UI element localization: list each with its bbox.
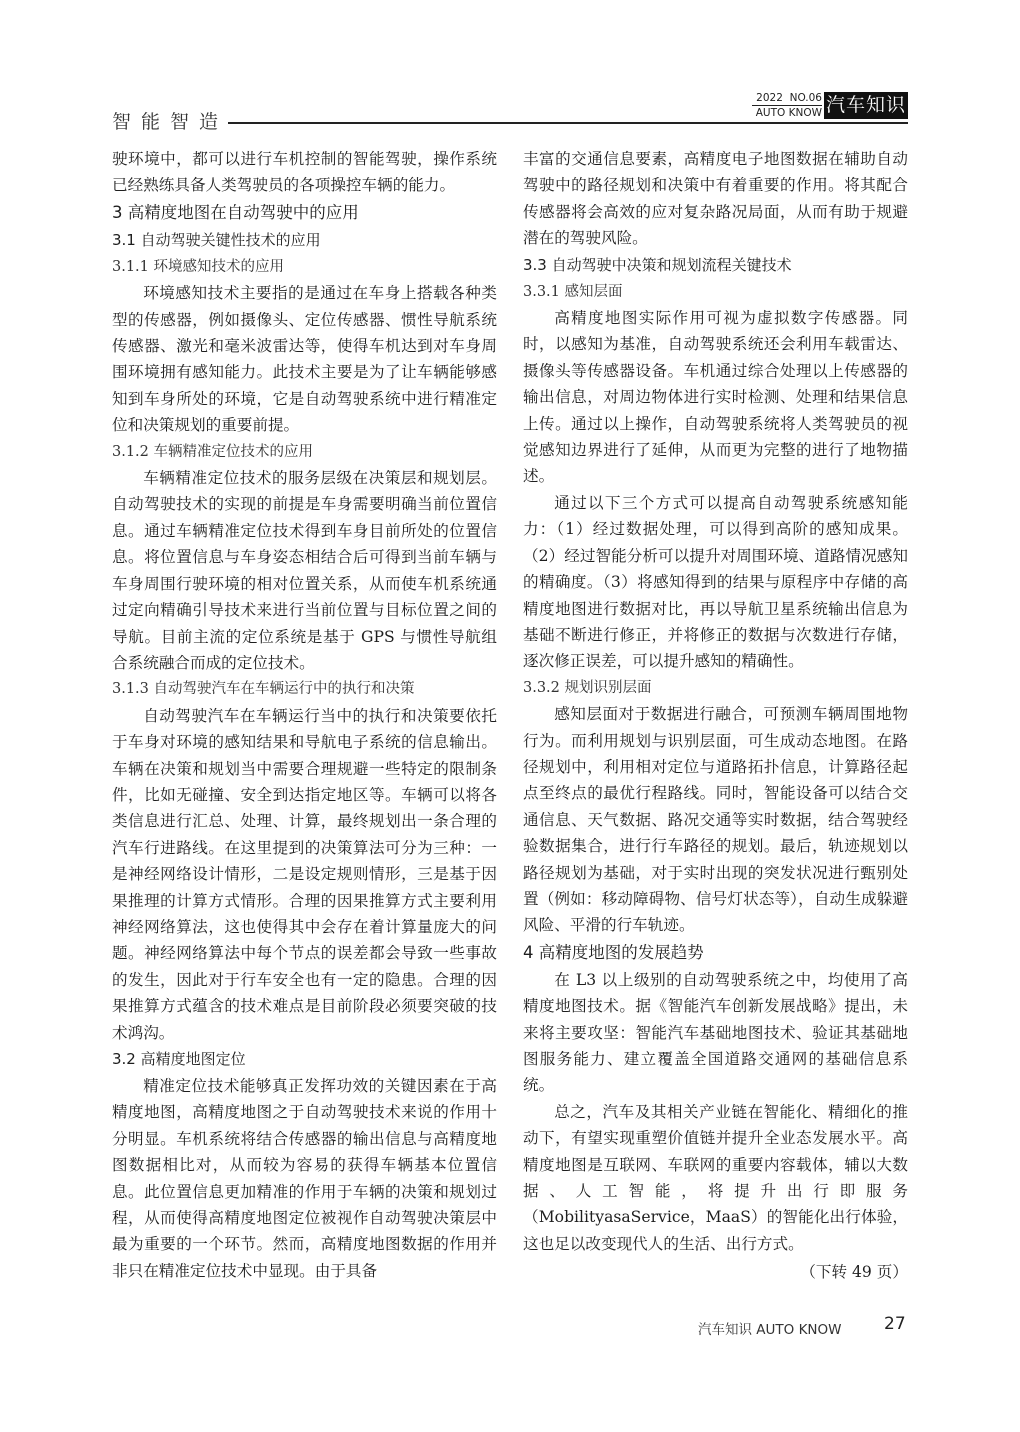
header-rule	[228, 122, 908, 124]
issue-info	[752, 92, 822, 119]
section-name: 智能智造	[112, 111, 229, 133]
heading-3-2: 3.2 高精度地图定位	[112, 1050, 246, 1068]
heading-3: 3 高精度地图在自动驾驶中的应用	[112, 202, 359, 222]
heading-3-1-1: 3.1.1 环境感知技术的应用	[112, 258, 285, 275]
footer-magazine: 汽车知识 AUTO KNOW	[698, 1322, 842, 1338]
paragraph: 自动驾驶汽车在车辆运行当中的执行和决策要依托于车身对环境的感知结果和导航电子系统的信息输出。车辆在决策和规划当中需要合理规避一些特定的限制条件，比如无碰撞、安全到达指定地区等。车辆可以将各类信息进行汇总、处理、计算，最终规划出一条合理的汽车行进路线。在这里提到的决策算法可分为三种：一是神经网络设计情形，二是设定规则情形，三是基于因果推理的计算方式情形。合理的因果推算方式主要利用神经网络算法，这也使得其中会存在着计算量庞大的问题。神经网络算法中每个节点的误差都会导致一些事故的发生，因此对于行车安全也有一定的隐患。合理的因果推算方式蕴含的技术难点是目前阶段必须要突破的技术鸿沟。	[112, 706, 497, 1042]
heading-3-1-3: 3.1.3 自动驾驶汽车在车辆运行中的执行和决策	[112, 681, 415, 698]
page-header	[0, 0, 1020, 140]
page-number: 27	[884, 1314, 906, 1334]
heading-3-1: 3.1 自动驾驶关键性技术的应用	[112, 230, 321, 249]
paragraph: 环境感知技术主要指的是通过在车身上搭载各种类型的传感器，例如摄像头、定位传感器、惯性导航系统传感器、激光和毫米波雷达等，使得车机达到对车身周围环境拥有感知能力。此技术主要是为了让车辆能够感知到车身所处的环境，它是自动驾驶系统中进行精准定位和决策规划的重要前提。	[112, 284, 497, 435]
heading-4: 4 高精度地图的发展趋势	[523, 942, 704, 962]
paragraph: 总之，汽车及其相关产业链在智能化、精细化的推动下，有望实现重塑价值链并提升全业态发展水平。高精度地图是互联网、车联网的重要内容载体，辅以大数据、人工智能，将提升出行即服务（MobilityasaService，MaaS）的智能化出行体验，这也足以改变现代人的生活、出行方式。	[523, 1102, 908, 1253]
issue-year: 2022	[756, 92, 783, 104]
magazine-title: 汽车知识	[824, 92, 908, 119]
heading-3-3: 3.3 自动驾驶中决策和规划流程关键技术	[523, 255, 792, 274]
heading-3-3-1: 3.3.1 感知层面	[523, 283, 623, 300]
paragraph: 精准定位技术能够真正发挥功效的关键因素在于高精度地图，高精度地图之于自动驾驶技术来说的作用十分明显。车机系统将结合传感器的输出信息与高精度地图数据相比对，从而较为容易的获得车辆基本位置信息。此位置信息更加精准的作用于车辆的决策和规划过程，从而使得高精度地图定位被视作自动驾驶决策层中最为重要的一个环节。然而，高精度地图数据的作用并非只在精准定位技术中显现。由于具备	[112, 1077, 497, 1280]
heading-3-3-2: 3.3.2 规划识别层面	[523, 679, 652, 696]
paragraph: 在 L3 以上级别的自动驾驶系统之中，均使用了高精度地图技术。据《智能汽车创新发展战略》提出，未来将主要攻坚：智能汽车基础地图技术、验证其基础地图服务能力、建立覆盖全国道路交通网的基础信息系统。	[523, 970, 908, 1095]
paragraph: 车辆精准定位技术的服务层级在决策层和规划层。自动驾驶技术的实现的前提是车身需要明确当前位置信息。通过车辆精准定位技术得到车身目前所处的位置信息。将位置信息与车身姿态相结合后可得到当前车辆与车身周围行驶环境的相对位置关系，从而使车机系统通过定向精确引导技术来进行当前位置与目标位置之间的导航。目前主流的定位系统是基于 GPS 与惯性导航组合系统融合而成的定位技术。	[112, 469, 497, 672]
magazine-en: AUTO KNOW	[755, 107, 822, 119]
paragraph: 感知层面对于数据进行融合，可预测车辆周围地物行为。而利用规划与识别层面，可生成动态地图。在路径规划中，利用相对定位与道路拓扑信息，计算路径起点至终点的最优行程路线。同时，智能设备可以结合交通信息、天气数据、路况交通等实时数据，结合驾驶经验数据集合，进行行车路径的规划。最后，轨迹规划以路径规划为基础，对于实时出现的突发状况进行甄别处置（例如：移动障碍物、信号灯状态等），自动生成躲避风险、平滑的行车轨迹。	[523, 705, 908, 935]
left-column	[112, 146, 497, 1284]
heading-3-1-2: 3.1.2 车辆精准定位技术的应用	[112, 443, 314, 460]
continued-note: （下转 49 页）	[800, 1263, 908, 1282]
paragraph: 驶环境中，都可以进行车机控制的智能驾驶，操作系统已经熟练具备人类驾驶员的各项操控车辆的能力。	[112, 150, 497, 195]
paragraph: 高精度地图实际作用可视为虚拟数字传感器。同时，以感知为基准，自动驾驶系统还会利用车载雷达、摄像头等传感器设备。车机通过综合处理以上传感器的输出信息，对周边物体进行实时检测、处理和结果信息上传。通过以上操作，自动驾驶系统将人类驾驶员的视觉感知边界进行了延伸，从而更为完整的进行了地物描述。	[523, 309, 908, 486]
paragraph: 通过以下三个方式可以提高自动驾驶系统感知能力：（1）经过数据处理，可以得到高阶的感知成果。（2）经过智能分析可以提升对周围环境、道路情况感知的精确度。（3）将感知得到的结果与原程序中存储的高精度地图进行数据对比，再以导航卫星系统输出信息为基础不断进行修正，并将修正的数据与次数进行存储，逐次修正误差，可以提升感知的精确性。	[523, 493, 908, 671]
issue-number: NO.06	[789, 92, 822, 104]
right-column	[523, 146, 908, 1286]
paragraph: 丰富的交通信息要素，高精度电子地图数据在辅助自动驾驶中的路径规划和决策中有着重要的作用。将其配合传感器将会高效的应对复杂路况局面，从而有助于规避潜在的驾驶风险。	[523, 150, 908, 248]
